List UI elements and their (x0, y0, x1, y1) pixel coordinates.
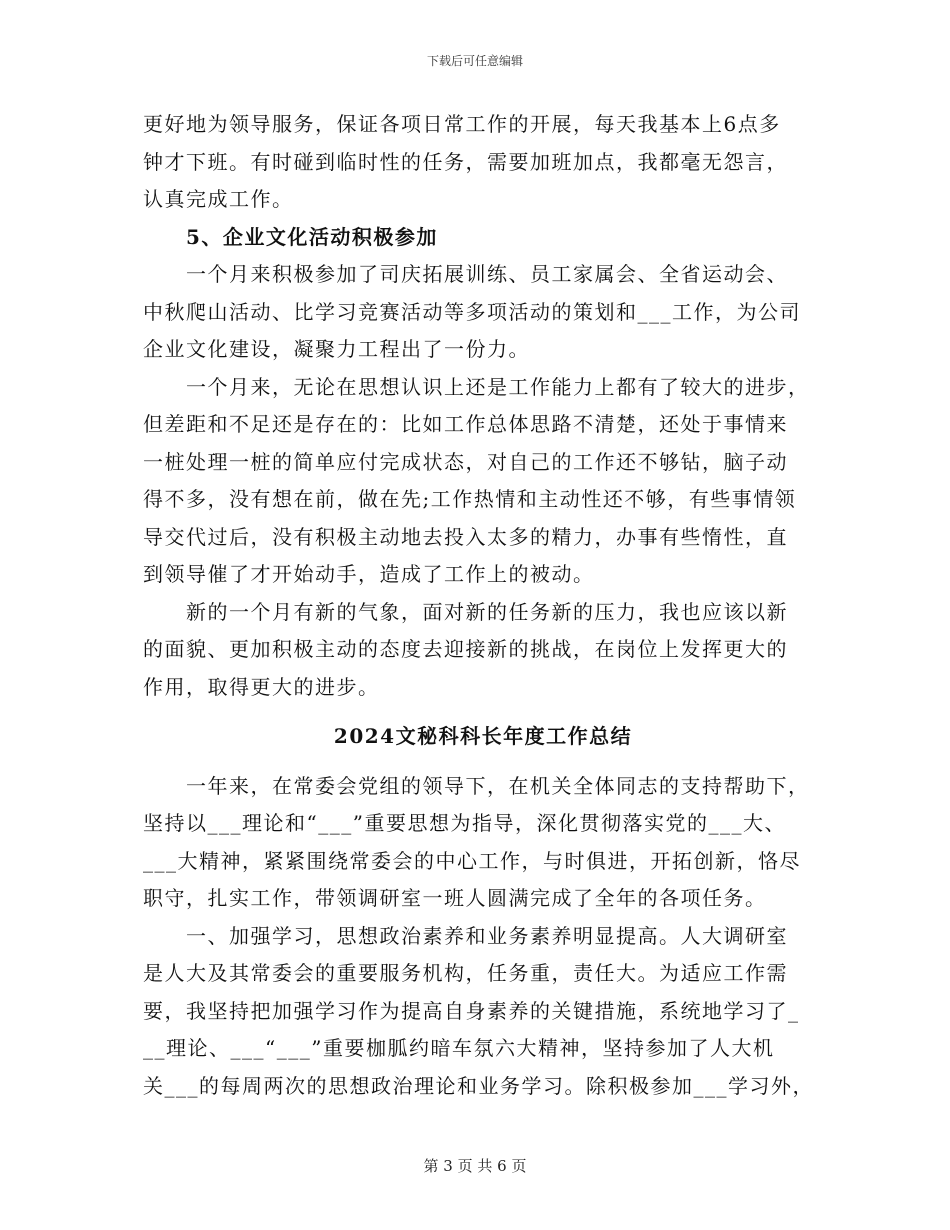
page-header: 下载后可任意编辑 (426, 54, 523, 68)
text-line: 职守，扎实工作，带领调研室一班人圆满完成了全年的各项任务。 (143, 886, 767, 910)
text-line: 5、企业文化活动积极参加 (186, 224, 438, 249)
text-line: 新的一个月有新的气象，面对新的任务新的压力，我也应该以新 (186, 599, 788, 624)
text-line: 要，我坚持把加强学习作为提高自身素养的关键措施，系统地学习了_ (143, 998, 800, 1023)
text-line: 到领导催了才开始动手，造成了工作上的被动。 (143, 562, 595, 586)
text-line: 坚持以___理论和“___”重要思想为指导，深化贯彻落实党的___大、 (143, 811, 786, 835)
text-line: 作用，取得更大的进步。 (143, 674, 380, 699)
paragraphs-bottom (143, 768, 823, 1106)
text-line: __理论、___“___”重要枷胍约暗车氛六大精神，坚持参加了人大机 (143, 1036, 775, 1060)
text-line: 钟才下班。有时碰到临时性的任务，需要加班加点，我都毫无怨言， (143, 149, 788, 174)
text-line: ___大精神，紧紧围绕常委会的中心工作，与时俱进，开拓创新，恪尽 (143, 848, 801, 873)
text-line: 企业文化建设，凝聚力工程出了一份力。 (143, 337, 530, 361)
text-line: 更好地为领导服务，保证各项日常工作的开展，每天我基本上6点多 (143, 112, 781, 136)
section-title: 2024文秘科科长年度工作总结 (333, 724, 633, 748)
paragraphs-top (143, 106, 823, 706)
text-line: 的面貌、更加积极主动的态度去迎接新的挑战，在岗位上发挥更大的 (143, 637, 788, 661)
text-line: 一、加强学习，思想政治素养和业务素养明显提高。人大调研室 (186, 923, 788, 948)
text-line: 导交代过后，没有积极主动地去投入太多的精力，办事有些惰性，直 (143, 524, 788, 549)
text-line: 认真完成工作。 (143, 187, 294, 211)
text-line: 一年来，在常委会党组的领导下，在机关全体同志的支持帮助下， (186, 773, 810, 798)
text-line: 中秋爬山活动、比学习竞赛活动等多项活动的策划和___工作，为公司 (143, 299, 801, 324)
spacer (143, 756, 823, 768)
text-line: 得不多，没有想在前，做在先;工作热情和主动性还不够，有些事情领 (143, 487, 797, 511)
text-line: 但差距和不足还是存在的：比如工作总体思路不清楚，还处于事情来 (143, 412, 788, 436)
text-line: 一个月来，无论在思想认识上还是工作能力上都有了较大的进步， (186, 374, 810, 399)
text-line: 关___的每周两次的思想政治理论和业务学习。除积极参加___学习外， (143, 1073, 814, 1098)
text-line: 一个月来积极参加了司庆拓展训练、员工家属会、全省运动会、 (186, 262, 788, 286)
text-line: 是人大及其常委会的重要服务机构，任务重，责任大。为适应工作需 (143, 961, 788, 985)
text-line: 一桩处理一桩的简单应付完成状态，对自己的工作还不够钻，脑子动 (143, 449, 788, 474)
page-footer: 第 3 页 共 6 页 (423, 1157, 527, 1175)
spacer (143, 706, 823, 718)
document-body (143, 106, 823, 1105)
